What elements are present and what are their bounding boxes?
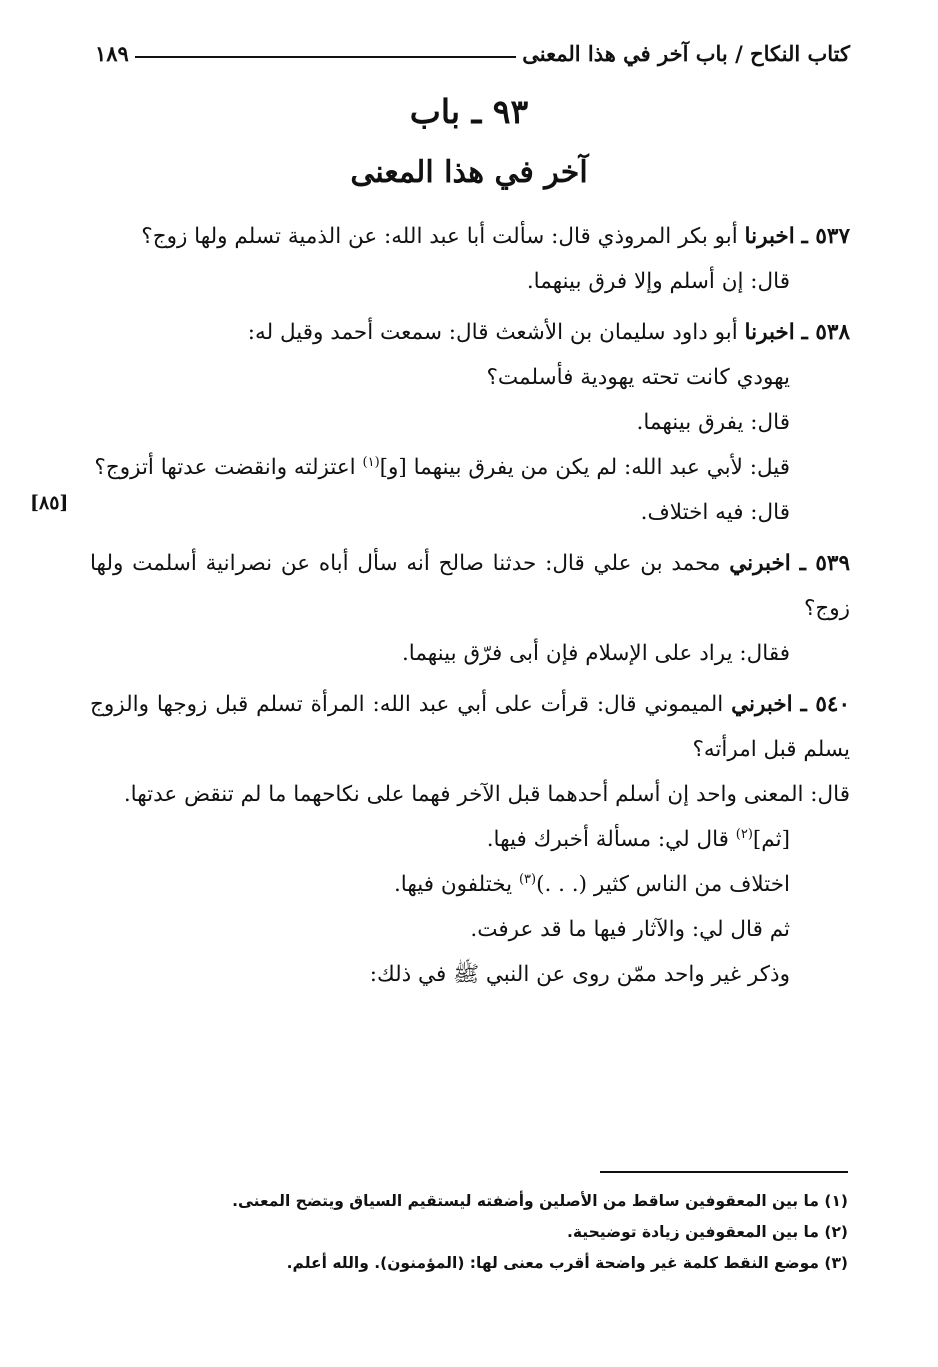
entry-538 [90,310,850,355]
chapter-subheading: آخر في هذا المعنى [350,155,588,190]
footnote-rule [600,1171,848,1173]
line-text: قال لي: مسألة أخبرك فيها. [486,827,729,852]
narration-lead: اخبرنا [744,224,795,249]
entry-number: ٥٣٧ ـ [801,224,850,249]
page-number: ١٨٩ [95,41,129,66]
entry-line [90,817,850,862]
entry-539 [90,541,850,631]
entry-line: وذكر غير واحد ممّن روى عن النبي ﷺ في ذلك: [369,962,790,987]
entry-text: محمد بن علي قال: حدثنا صالح أنه سأل أباه عن نصرانية أسلمت ولها زوج؟ [90,551,850,621]
entry-number: ٥٤٠ ـ [800,692,850,717]
entry-answer: فقال: يراد على الإسلام فإن أبى فرّق بينهما. [401,641,790,666]
narration-lead: اخبرنا [744,320,795,345]
narration-lead: اخبرني [731,692,793,717]
entry-number: ٥٣٨ ـ [801,320,850,345]
running-header [95,30,850,66]
bracket-insert: [ثم] [752,827,790,852]
footnote-ref-3: (٣) [518,871,537,887]
entry-line: ثم قال لي: والآثار فيها ما قد عرفت. [470,917,790,942]
margin-folio-note: [٨٥] [30,492,69,514]
entry-text: أبو داود سليمان بن الأشعث قال: سمعت أحمد وقيل له: [247,320,738,345]
question-text: قيل: لأبي عبد الله: لم يكن من يفرق بينهما [و] [379,455,790,480]
line-text: اختلاف من الناس كثير (. . .) [536,872,790,897]
question-text-cont: اعتزلته وانقضت عدتها أتزوج؟ [94,455,356,480]
main-text [90,208,850,997]
footnote-2: (٢) ما بين المعقوفين زيادة توضيحية. [566,1223,848,1241]
footnote-1: (١) ما بين المعقوفين ساقط من الأصلين وأضفته ليستقيم السياق ويتضح المعنى. [232,1192,848,1210]
line-text-cont: يختلفون فيها. [393,872,513,897]
entry-text: أبو بكر المروذي قال: سألت أبا عبد الله: عن الذمية تسلم ولها زوج؟ [141,224,738,249]
entry-line [90,862,850,907]
entry-540 [90,682,850,772]
entry-answer: قال: إن أسلم وإلا فرق بينهما. [526,269,790,294]
entry-question: يهودي كانت تحته يهودية فأسلمت؟ [486,365,790,390]
header-rule [135,56,516,58]
footnotes [150,1186,848,1279]
entry-followup-question [90,445,850,490]
entry-text: الميموني قال: قرأت على أبي عبد الله: المرأة تسلم قبل زوجها والزوج يسلم قبل امرأته؟ [90,692,850,762]
footnote-ref-2: (٢) [735,826,753,842]
entry-number: ٥٣٩ ـ [799,551,850,576]
narration-lead: اخبرني [729,551,791,576]
entry-answer: قال: المعنى واحد إن أسلم أحدهما قبل الآخر فهما على نكاحهما ما لم تنقض عدتها. [123,782,850,807]
entry-537 [90,214,850,259]
footnote-ref-1: (١) [362,454,380,470]
footnote-3: (٣) موضع النقط كلمة غير واضحة أقرب معنى لها: (المؤمنون). والله أعلم. [286,1254,848,1272]
chapter-heading: ٩٣ ـ باب [409,92,529,131]
running-title: كتاب النكاح / باب آخر في هذا المعنى [522,41,850,66]
entry-answer: قال: يفرق بينهما. [636,410,790,435]
entry-answer: قال: فيه اختلاف. [640,500,790,525]
